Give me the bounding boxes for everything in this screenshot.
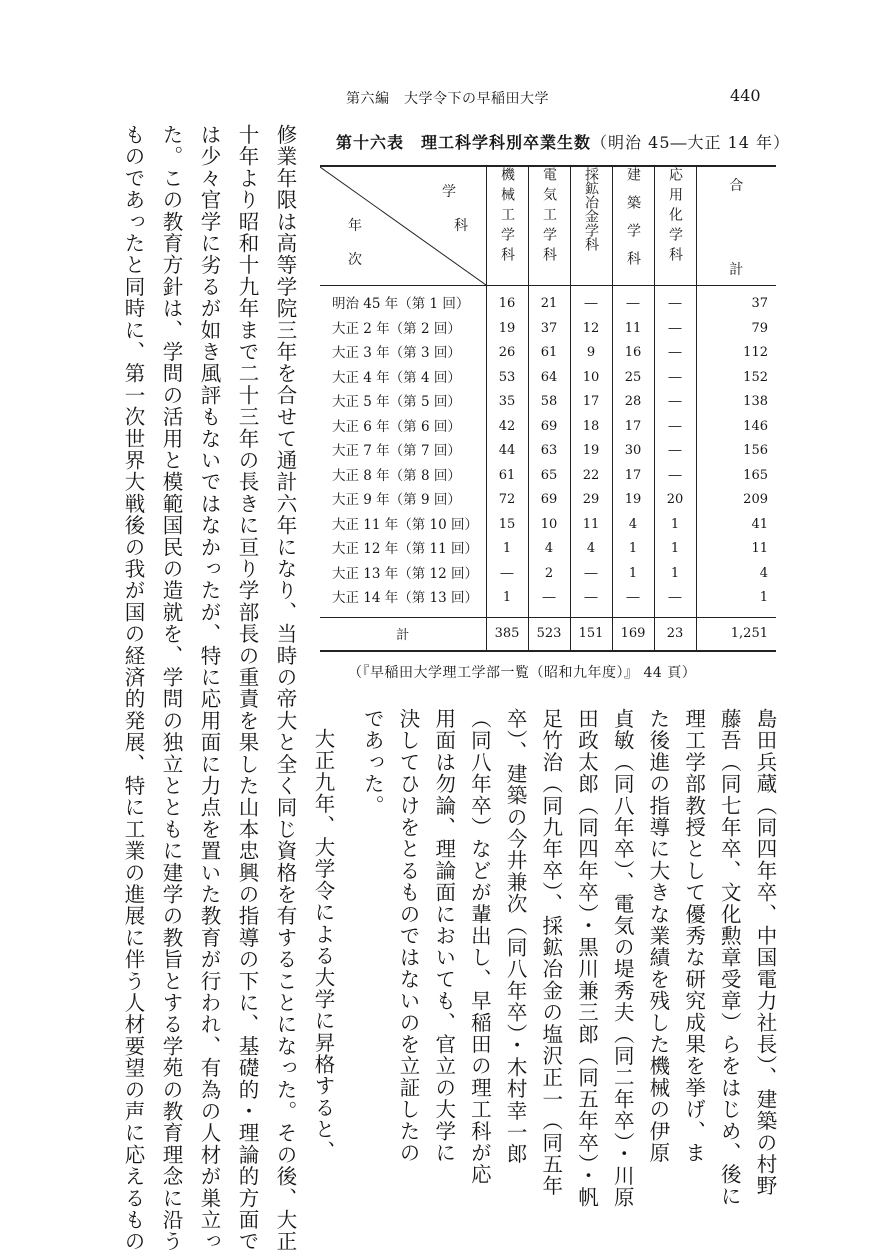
text-column: 十年より昭和十九年まで二十三年の長きに亘り学部長の重責を果した山本忠興の指導の下に、基礎的・理論的方面で [235, 124, 259, 1252]
table-cell: 12 [570, 317, 612, 342]
text-column: ものであったと同時に、第一次世界大戦後の我が国の経済的発展、特に工業の進展に伴う人材要望の声に応えるもの [121, 124, 145, 1252]
row-total-cell: 41 [696, 513, 776, 538]
table-cell: 16 [486, 286, 528, 317]
year-cell: 大正 11 年（第 10 回） [332, 516, 479, 533]
table-cell: 69 [528, 488, 570, 513]
text-column: 足竹治（同九年卒）、採鉱冶金の塩沢正一（同五年 [538, 708, 563, 1197]
table-cell: 53 [486, 366, 528, 391]
table-cell: 1 [486, 586, 528, 617]
table-cell: 11 [612, 317, 654, 342]
text-column: 用面は勿論、理論面においても、官立の大学に [431, 708, 456, 1164]
table-row [320, 562, 776, 587]
table-row [320, 286, 776, 317]
table-cell: 9 [570, 341, 612, 366]
table-cell: 37 [528, 317, 570, 342]
corner-label: 年 [348, 218, 362, 234]
table-cell: 385 [486, 617, 528, 651]
table-cell: ― [486, 562, 528, 587]
table-cell: 15 [486, 513, 528, 538]
text-column: 島田兵蔵（同四年卒、中国電力社長）、建築の村野 [753, 708, 777, 1197]
table-cell: ― [654, 390, 696, 415]
row-total-cell: 37 [696, 286, 776, 317]
table-cell: 61 [528, 341, 570, 366]
corner-label: 科 [454, 218, 468, 234]
table-cell: 1 [612, 562, 654, 587]
total-header-top: 合 [729, 178, 744, 194]
row-total-cell: 156 [696, 439, 776, 464]
row-total-cell: 11 [696, 537, 776, 562]
table-cell: 4 [612, 513, 654, 538]
table-cell: 17 [570, 390, 612, 415]
corner-label: 次 [348, 252, 362, 268]
year-cell: 大正 13 年（第 12 回） [332, 565, 479, 582]
table-cell: ― [654, 317, 696, 342]
table-row [320, 439, 776, 464]
total-column-header [696, 166, 776, 286]
row-total-cell: 79 [696, 317, 776, 342]
text-column: た後進の指導に大きな業績を残した機械の伊原 [645, 708, 670, 1164]
table-cell: 25 [612, 366, 654, 391]
table-cell: 72 [486, 488, 528, 513]
year-cell: 大正 5 年（第 5 回） [332, 394, 461, 410]
table-cell: 30 [612, 439, 654, 464]
table-cell: 10 [528, 513, 570, 538]
year-cell: 大正 9 年（第 9 回） [332, 492, 461, 508]
row-total-cell: 1 [696, 586, 776, 617]
text-column: 藤吾（同七年卒、文化勲章受章）らをはじめ、後に [717, 708, 742, 1208]
table-cell: 1 [654, 562, 696, 587]
table-cell: ― [654, 439, 696, 464]
column-header: 建築学科 [612, 166, 654, 286]
table-cell: 523 [528, 617, 570, 651]
table-cell: ― [654, 464, 696, 489]
table-header-row [320, 166, 776, 286]
table-row [320, 366, 776, 391]
table-cell: 26 [486, 341, 528, 366]
text-column: （同八年卒）などが輩出し、早稲田の理工科が応 [467, 708, 492, 1186]
row-total-cell: 209 [696, 488, 776, 513]
year-cell: 大正 4 年（第 4 回） [332, 369, 461, 386]
table-cell: ― [570, 286, 612, 317]
table-cell: 21 [528, 286, 570, 317]
table-cell: 58 [528, 390, 570, 415]
grand-total-cell: 1,251 [696, 617, 776, 651]
row-total-cell: 4 [696, 562, 776, 587]
table-cell: 169 [612, 617, 654, 651]
year-cell: 大正 12 年（第 11 回） [332, 541, 479, 557]
text-column: 大正九年、大学令による大学に昇格すると、 [311, 728, 335, 1162]
table-row [320, 513, 776, 538]
text-column: 理工学部教授として優秀な研究成果を挙げ、ま [681, 708, 706, 1164]
table-row [320, 390, 776, 415]
table-row [320, 415, 776, 440]
running-head: 第六編 大学令下の早稲田大学 [346, 91, 549, 107]
table-cell: 1 [612, 537, 654, 562]
table-cell: 20 [654, 488, 696, 513]
table-cell: 61 [486, 464, 528, 489]
corner-label: 学 [442, 184, 456, 200]
table-cell: 42 [486, 415, 528, 440]
table-cell: 44 [486, 439, 528, 464]
column-header: 応用化学科 [654, 166, 696, 286]
row-total-cell: 112 [696, 341, 776, 366]
table-cell: 23 [654, 617, 696, 651]
total-row-label: 計 [396, 628, 410, 643]
table-cell: 4 [570, 537, 612, 562]
table-title [336, 130, 790, 153]
year-cell: 大正 3 年（第 3 回） [332, 345, 461, 361]
table-cell: ― [654, 586, 696, 617]
table-row [320, 537, 776, 562]
table-row [320, 586, 776, 617]
table-cell: 19 [486, 317, 528, 342]
table-cell: 18 [570, 415, 612, 440]
table-cell: 35 [486, 390, 528, 415]
text-column: は少々官学に劣るが如き風評もないではなかったが、特に応用面に力点を置いた教育が行われ、有為の人材が巣立っ [197, 124, 221, 1252]
table-cell: 19 [612, 488, 654, 513]
table-cell: ― [570, 586, 612, 617]
table-cell: 151 [570, 617, 612, 651]
total-header-bottom: 計 [729, 262, 744, 278]
table-cell: 17 [612, 415, 654, 440]
graduates-table [320, 165, 776, 652]
year-cell: 明治 45 年（第 1 回） [332, 296, 470, 312]
text-column: 田政太郎（同四年卒）・黒川兼三郎（同五年卒）・帆 [574, 708, 599, 1209]
table-cell: 63 [528, 439, 570, 464]
table-cell: 1 [486, 537, 528, 562]
table-number: 第十六表 [336, 133, 405, 152]
table-cell: ― [654, 366, 696, 391]
table-cell: 10 [570, 366, 612, 391]
text-column: 修業年限は高等学院三年を合せて通計六年になり、当時の帝大と全く同じ資格を有することになった。その後、大正 [273, 124, 297, 1252]
table-cell: ― [654, 341, 696, 366]
year-cell: 大正 14 年（第 13 回） [332, 590, 479, 606]
column-header: 電気工学科 [528, 166, 570, 286]
table-row [320, 317, 776, 342]
text-column: た。この教育方針は、学問の活用と模範国民の造就を、学問の独立とともに建学の教旨とする学苑の教育理念に沿う [159, 124, 183, 1252]
table-cell: 29 [570, 488, 612, 513]
table-cell: 1 [654, 513, 696, 538]
table-cell: ― [612, 586, 654, 617]
table-total-row [320, 617, 776, 651]
year-cell: 大正 8 年（第 8 回） [332, 467, 461, 484]
table-cell: 1 [654, 537, 696, 562]
table-cell: 69 [528, 415, 570, 440]
year-cell: 大正 6 年（第 6 回） [332, 418, 461, 435]
corner-header [320, 166, 486, 286]
table-cell: ― [528, 586, 570, 617]
text-column: であった。 [360, 708, 385, 817]
table-cell: 19 [570, 439, 612, 464]
table-row [320, 341, 776, 366]
table-cell: 16 [612, 341, 654, 366]
row-total-cell: 146 [696, 415, 776, 440]
table-cell: 4 [528, 537, 570, 562]
table-cell: 11 [570, 513, 612, 538]
table-cell: 65 [528, 464, 570, 489]
table-source: （『早稲田大学理工学部一覧（昭和九年度）』 44 頁） [348, 665, 697, 681]
table-cell: ― [654, 286, 696, 317]
column-header: 機械工学科 [486, 166, 528, 286]
table-cell: 2 [528, 562, 570, 587]
table-period: （明治 45―大正 14 年） [591, 133, 791, 152]
table-cell: ― [612, 286, 654, 317]
year-cell: 大正 2 年（第 2 回） [332, 320, 461, 337]
page-number: 440 [730, 86, 761, 105]
column-header: 採鉱冶金学科 [570, 166, 612, 286]
table-cell: 64 [528, 366, 570, 391]
text-column: 決してひけをとるものではないのを立証したの [396, 708, 420, 1164]
table-row [320, 488, 776, 513]
table-row [320, 464, 776, 489]
table-cell: 17 [612, 464, 654, 489]
text-column: 貞敏（同八年卒）、電気の堤秀夫（同二年卒）・川原 [610, 708, 635, 1209]
row-total-cell: 152 [696, 366, 776, 391]
table-cell: ― [654, 415, 696, 440]
table-caption: 理工科学科別卒業生数 [421, 133, 592, 152]
table-cell: 28 [612, 390, 654, 415]
row-total-cell: 138 [696, 390, 776, 415]
table-cell: ― [570, 562, 612, 587]
table-cell: 22 [570, 464, 612, 489]
year-cell: 大正 7 年（第 7 回） [332, 443, 461, 459]
text-column: 卒）、建築の今井兼次（同八年卒）・木村幸一郎 [503, 708, 528, 1165]
row-total-cell: 165 [696, 464, 776, 489]
